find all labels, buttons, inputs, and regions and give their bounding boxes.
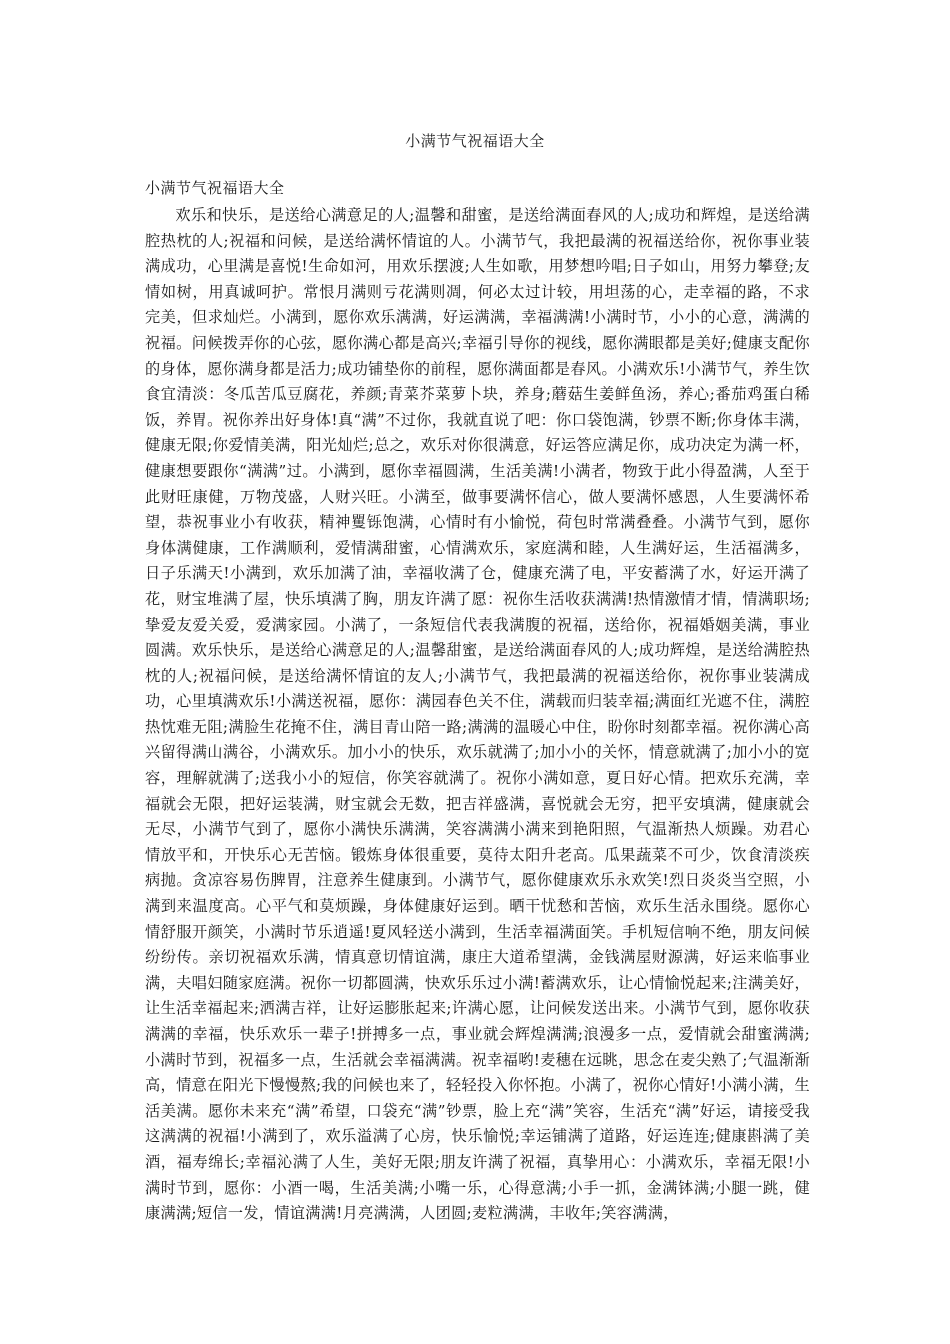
document-subtitle: 小满节气祝福语大全: [145, 179, 285, 197]
document-body-paragraph: 欢乐和快乐，是送给心满意足的人;温馨和甜蜜，是送给满面春风的人;成功和辉煌，是送给满腔热枕的人;祝福和问候，是送给满怀情谊的人。小满节气，我把最满的祝福送给你，祝你事业装满成功，心里满是喜悦!生命如河，用欢乐摆渡;人生如歌，用梦想吟唱;日子如山，用努力攀登;友情如树，用真诚呵护。常恨月满则亏花满则凋，何必太过计较，用坦荡的心，走幸福的路，不求完美，但求灿烂。小满到，愿你欢乐满满，好运满满，幸福满满!小满时节，小小的心意，满满的祝福。问候拨弄你的心弦，愿你满心都是高兴;幸福引导你的视线，愿你满眼都是美好;健康支配你的身体，愿你满身都是活力;成功铺垫你的前程，愿你满面都是春风。小满欢乐!小满节气，养生饮食宜清淡：冬瓜苦瓜豆腐花，养颜;青菜芥菜萝卜块，养身;蘑菇生姜鲜鱼汤，养心;番茄鸡蛋白稀饭，养胃。祝你养出好身体!真“满”不过你，我就直说了吧：你口袋饱满，钞票不断;你身体丰满，健康无限;你爱情美满，阳光灿烂;总之，欢乐对你很满意，好运答应满足你，成功决定为满一杯，健康想要跟你“满满”过。小满到，愿你幸福圆满，生活美满!小满者，物致于此小得盈满，人至于此财旺康健，万物茂盛，人财兴旺。小满至，做事要满怀信心，做人要满怀感恩，人生要满怀希望，恭祝事业小有收获，精神矍铄饱满，心情时有小愉悦，荷包时常满叠叠。小满节气到，愿你身体满健康，工作满顺利，爱情满甜蜜，心情满欢乐，家庭满和睦，人生满好运，生活福满多，日子乐满天!小满到，欢乐加满了油，幸福收满了仓，健康充满了电，平安蓄满了水，好运开满了花，财宝堆满了屋，快乐填满了胸，朋友许满了愿：祝你生活收获满满!热情激情才情，情满职场;挚爱友爱关爱，爱满家园。小满了，一条短信代表我满腹的祝福，送给你，祝福婚姻美满，事业圆满。欢乐快乐，是送给心满意足的人;温馨甜蜜，是送给满面春风的人;成功辉煌，是送给满腔热枕的人;祝福问候，是送给满怀情谊的友人;小满节气，我把最满的祝福送给你，祝你事业装满成功，心里填满欢乐!小满送祝福，愿你：满园春色关不住，满载而归装幸福;满面红光遮不住，满腔热忱难无阻;满脸生花掩不住，满目青山陪一路;满满的温暖心中住，盼你时刻都幸福。祝你满心高兴留得满山满谷，小满欢乐。加小小的快乐，欢乐就满了;加小小的关怀，情意就满了;加小小的宽容，理解就满了;送我小小的短信，你笑容就满了。祝你小满如意，夏日好心情。把欢乐充满，幸福就会无限，把好运装满，财宝就会无数，把吉祥盛满，喜悦就会无穷，把平安填满，健康就会无尽，小满节气到了，愿你小满快乐满满，笑容满满小满来到艳阳照，气温渐热人烦躁。劝君心情放平和，开快乐心无苦恼。锻炼身体很重要，莫待太阳升老高。瓜果蔬菜不可少，饮食清淡疾病抛。贪凉容易伤脾胃，注意养生健康到。小满节气，愿你健康欢乐永欢笑!烈日炎炎当空照，小满到来温度高。心平气和莫烦躁，身体健康好运到。晒干忧愁和苦恼，欢乐生活永围绕。愿你心情舒服开颜笑，小满时节乐逍遥!夏风轻送小满到，生活幸福满面笑。手机短信响不绝，朋友问候纷纷传。亲切祝福欢乐满，情真意切情谊满，康庄大道希望满，金钱满屋财源满，好运来临事业满，夫唱妇随家庭满。祝你一切都圆满，快欢乐乐过小满!蓄满欢乐，让心情愉悦起来;注满美好，让生活幸福起来;洒满吉祥，让好运膨胀起来;许满心愿，让问候发送出来。小满节气到，愿你收获满满的幸福，快乐欢乐一辈子!拼搏多一点，事业就会辉煌满满;浪漫多一点，爱情就会甜蜜满满;小满时节到，祝福多一点，生活就会幸福满满。祝幸福哟!麦穗在远眺，思念在麦尖熟了;气温渐渐高，情意在阳光下慢慢熬;我的问候也来了，轻轻投入你怀抱。小满了，祝你心情好!小满小满，生活美满。愿你未来充“满”希望，口袋充“满”钞票，脸上充“满”笑容，生活充“满”好运，请接受我这满满的祝福!小满到了，欢乐溢满了心房，快乐愉悦;幸运铺满了道路，好运连连;健康斟满了美酒，福寿绵长;幸福沁满了人生，美好无限;朋友许满了祝福，真挚用心：小满欢乐，幸福无限!小满时节到，愿你：小酒一喝，生活美满;小嘴一乐，心得意满;小手一抓，金满钵满;小腿一跳，健康满满;短信一发，情谊满满!月亮满满，人团圆;麦粒满满，丰收年;笑容满满，: [145, 206, 810, 1223]
document-title: 小满节气祝福语大全: [405, 132, 545, 150]
